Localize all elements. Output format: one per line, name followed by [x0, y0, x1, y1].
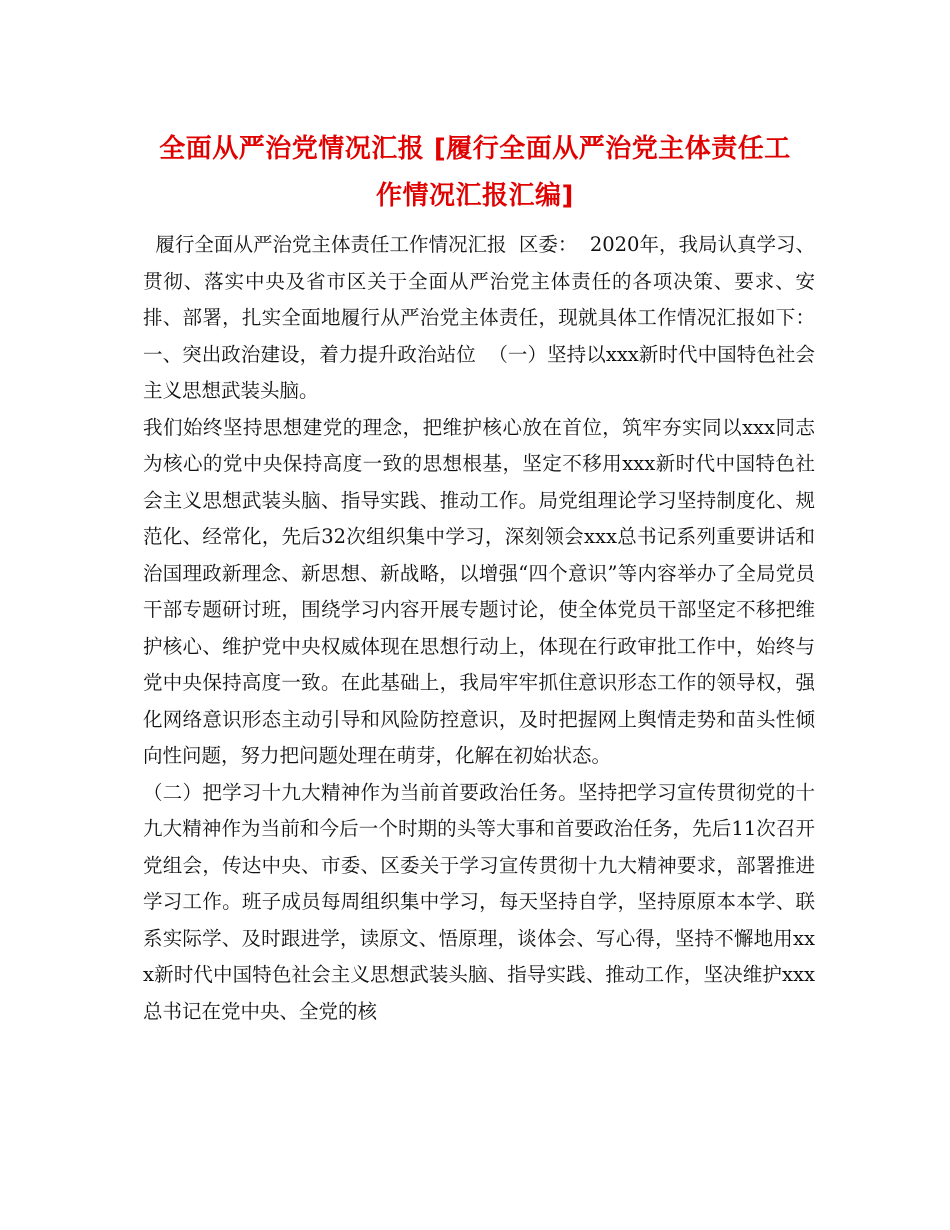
paragraph-nineteenth-congress: （二）把学习十九大精神作为当前首要政治任务。坚持把学习宣传贯彻党的十九大精神作为当前和今后一个时期的头等大事和首要政治任务，先后11次召开党组会，传达中央、市委、区委关于学习宣传贯彻十九大精神要求，部署推进学习工作。班子成员每周组织集中学习，每天坚持自学，坚持原原本本学、联系实际学、及时跟进学，读原文、悟原理，谈体会、写心得，坚持不懈地用xxx新时代中国特色社会主义思想武装头脑、指导实践、推动工作，坚决维护xxx总书记在党中央、全党的核	[143, 780, 815, 1023]
title-line-1: 全面从严治党情况汇报 [履行全面从严治党主体责任工	[159, 134, 791, 164]
document-title	[120, 126, 830, 220]
paragraph-ideological-building: 我们始终坚持思想建党的理念，把维护核心放在首位，筑牢夯实同以xxx同志为核心的党中央保持高度一致的思想根基，坚定不移用xxx新时代中国特色社会主义思想武装头脑、指导实践、推动工作。局党组理论学习坚持制度化、规范化、经常化，先后32次组织集中学习，深刻领会xxx总书记系列重要讲话和治国理政新理念、新思想、新战略，以增强“四个意识”等内容举办了全局党员干部专题研讨班，围绕学习内容开展专题讨论，使全体党员干部坚定不移把维护核心、维护党中央权威体现在思想行动上，体现在行政审批工作中，始终与党中央保持高度一致。在此基础上，我局牢牢抓住意识形态工作的领导权，强化网络意识形态主动引导和风险防控意识，及时把握网上舆情走势和苗头性倾向性问题，努力把问题处理在萌芽，化解在初始状态。	[143, 415, 815, 767]
document-body	[143, 227, 828, 1030]
title-line-2: 作情况汇报汇编]	[376, 181, 574, 211]
paragraph-intro: 履行全面从严治党主体责任工作情况汇报 区委： 2020年，我局认真学习、贯彻、落实中央及省市区关于全面从严治党主体责任的各项决策、要求、安排、部署，扎实全面地履行从严治党主体责任，现就具体工作情况汇报如下： 一、突出政治建设，着力提升政治站位 （一）坚持以xxx新时代中国特色社会主义思想武装头脑。	[143, 233, 828, 402]
